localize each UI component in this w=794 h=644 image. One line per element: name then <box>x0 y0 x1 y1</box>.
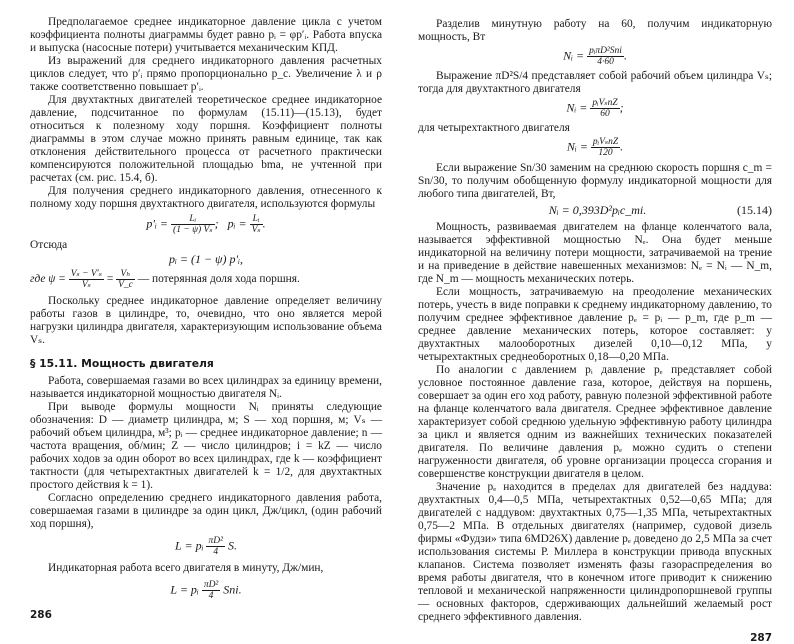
formula-Ni-four-stroke <box>418 137 772 158</box>
formula-lhs: Nᵢ = <box>566 139 588 154</box>
formula-15-14 <box>418 203 772 217</box>
paragraph: Из выражений для среднего индикаторного давления расчетных циклов следует, что p′ᵢ прямо пропорционально p_c. Увеличение λ и ρ также соответственно повышает p′ᵢ. <box>30 55 382 93</box>
formula-Ni-two-stroke <box>418 98 772 119</box>
equals-sign: = <box>106 273 114 285</box>
fraction <box>250 214 263 235</box>
paragraph: Предполагаемое среднее индикаторное давление цикла с учетом коэффициента полноты диаграммы будет равно pᵢ = φp′ᵢ. Работа впуска и выпуска (насосные потери) учитывается механическим КПД. <box>30 16 382 54</box>
denominator: 4 <box>213 547 219 557</box>
paragraph: Согласно определению среднего индикаторного давления работа, совершаемая газами в цилиндре за один цикл, Дж/цикл, (один рабочий ход поршня), <box>30 492 382 530</box>
paragraph: Индикаторная работа всего двигателя в минуту, Дж/мин, <box>48 562 324 574</box>
fraction <box>206 536 224 557</box>
paragraph: Если выражение Sn/30 заменим на среднюю скорость поршня c_m = Sn/30, то получим обобщенную формулу индикаторной мощности для любого типа двигателей, Вт, <box>418 162 772 200</box>
paragraph: Разделив минутную работу на 60, получим индикаторную мощность, Вт <box>418 18 772 43</box>
formula-lhs: p′ᵢ = <box>146 216 169 231</box>
fraction <box>591 137 620 158</box>
paragraph: Поскольку среднее индикаторное давление определяет величину работы газов в цилиндре, то, очевидно, что оно является мерой нагрузки цилиндра двигателя, характеризующим использование объема Vₛ. <box>30 295 382 346</box>
formula-end: . <box>262 216 266 231</box>
formula-lhs: L = pᵢ <box>175 538 204 553</box>
page-number: 286 <box>30 609 52 621</box>
right-page <box>418 0 772 644</box>
page-number: 287 <box>750 632 772 644</box>
left-page <box>30 0 382 621</box>
paragraph: Мощность, развиваемая двигателем на фланце коленчатого вала, называется эффективной мощностью Nₑ. Она будет меньше индикаторной на величину потери мощности, затрачиваемой на трение и на приведение в действие навешенных механизмов: Nₑ = Nᵢ — N_m, где N_m — мощность механических потерь. <box>418 221 772 285</box>
paragraph: Выражение πD²S/4 представляет собой рабочий объем цилиндра Vₛ; тогда для двухтактного двигателя <box>418 70 772 95</box>
paragraph: Значение pₑ находится в пределах для двигателей без наддува: двухтактных 0,4—0,5 МПа, четырехтактных 0,52—0,65 МПа; для двигателей с наддувом: двухтактных 0,75—1,35 МПа, четырехтактных 0,75—2 МПа. В отдельных двигателях (например, судовой дизель фирмы «Фудзи» типа 6MD26X) давление pₑ доведено до 2,5 МПа за счет использования системы Р. Миллера в конструкции привода впускных клапанов. Система позволяет изменять фазы газораспределения во время работы двигателя, что в конечном итоге приводит к снижению тепловой и механической напряженности цилиндропоршневой группы — основных факторов, сдерживающих дальнейший желаемый рост среднего эффективного давления. <box>418 481 772 623</box>
formula-end: ; <box>619 100 624 115</box>
paragraph: Для двухтактных двигателей теоретическое среднее индикаторное давление, подсчитанное по формулам (15.11)—(15.13), будет относиться к полезному ходу поршня. Коэффициент полноты диаграммы в этом случае можно принять равным единице, так как отклонения действительного процесса от расчетного практически компенсируются положительной площадью bma, не учтенной при расчетах (см. рис. 15.4, б). <box>30 94 382 184</box>
formula-pi: pᵢ = (1 − ψ) p′ᵢ, <box>168 252 244 266</box>
formula-lhs: Nᵢ = <box>566 100 588 115</box>
otsyuda-text: Отсюда <box>30 239 68 251</box>
numerator: pᵢVₛnZ <box>592 137 619 147</box>
formula-Ni-general <box>418 46 772 67</box>
paragraph: Для получения среднего индикаторного давления, отнесенного к полному ходу поршня двухтактного двигателя, используются формулы <box>30 185 382 210</box>
where-suffix: — потерянная доля хода поршня. <box>137 273 300 285</box>
where-line <box>30 268 382 290</box>
denominator: V_c <box>118 279 133 290</box>
formula-end: . <box>623 48 627 63</box>
formula-rhs: Sni. <box>223 582 242 597</box>
fraction <box>202 580 220 601</box>
fraction <box>116 269 135 290</box>
denominator: 4 <box>208 591 214 601</box>
formula-pi-prime <box>30 214 382 235</box>
denominator: 4·60 <box>597 57 614 67</box>
formula-lhs: Nᵢ = <box>563 48 585 63</box>
fraction <box>590 98 619 119</box>
separator: ; <box>214 216 219 231</box>
numerator: pᵢVₛnZ <box>592 98 618 108</box>
paragraph: для четырехтактного двигателя <box>418 122 570 134</box>
formula-L-cycle <box>30 536 382 557</box>
numerator: Vₛ − V′ₛ <box>70 268 102 279</box>
equation-number: (15.14) <box>737 203 772 217</box>
denominator: Vₛ <box>81 279 91 290</box>
section-heading: § 15.11. Мощность двигателя <box>30 357 214 370</box>
paragraph: Если мощность, затрачиваемую на преодоление механических потерь, учесть в виде поправки к среднему индикаторному давлению, то получим среднее эффективное давление pₑ = pᵢ — p_m, где p_m — среднее давление механических потерь, которое составляет: у двухтактных малооборотных дизелей 0,10—0,12 МПа, у четырехтактных среднеоборотных 0,18—0,20 МПа. <box>418 286 772 363</box>
denominator: 120 <box>598 148 613 158</box>
numerator: Lᵢ <box>171 214 215 225</box>
numerator: πD² <box>208 536 223 546</box>
fraction <box>587 46 624 67</box>
formula-end: . <box>620 139 624 154</box>
paragraph: При выводе формулы мощности Nᵢ приняты следующие обозначения: D — диаметр цилиндра, м; S — ход поршня, м; Vₛ — рабочий объем цилиндра, м³; pᵢ — среднее индикаторное давление; n — частота вращения, об/мин; Z — число цилиндров; i = kZ — число рабочих ходов за один оборот во всех цилиндрах, где k — коэффициент тактности (для четырехтактных двигателей k = 1/2, для двухтактных простого действия k = 1). <box>30 401 382 491</box>
numerator: Lᵢ <box>250 214 263 225</box>
denominator: Vₛ <box>251 225 261 235</box>
numerator: pᵢπD²Sni <box>589 46 622 56</box>
numerator: πD² <box>203 580 219 590</box>
where-prefix: где ψ = <box>30 273 66 285</box>
paragraph: Работа, совершаемая газами во всех цилиндрах за единицу времени, называется индикаторной мощностью двигателя Nᵢ. <box>30 375 382 400</box>
denominator: 60 <box>600 109 610 119</box>
fraction <box>171 214 215 235</box>
formula-lhs: pᵢ = <box>227 216 247 231</box>
numerator: Vₕ <box>116 269 135 280</box>
formula-text: Nᵢ = 0,393D²pᵢc_mi. <box>548 203 647 217</box>
formula-lhs: L = pᵢ <box>170 582 199 597</box>
formula-L-minute <box>30 580 382 601</box>
paragraph: По аналогии с давлением pᵢ давление pₑ представляет собой условное постоянное давление газа, которое, действуя на поршень, совершает за один его ход работу, равную полезной эффективной работе на фланце коленчатого вала двигателя. Среднее эффективное давление характеризует собой среднюю удельную эффективную работу цилиндра за цикл и является одним из важнейших технических показателей двигателя. По величине давления pₑ можно судить о степени нагруженности двигателя, об уровне организации процесса сгорания и совершенстве конструкции двигателя в целом. <box>418 364 772 480</box>
denominator: (1 − ψ) Vₛ <box>173 225 213 235</box>
fraction <box>69 269 104 290</box>
formula-rhs: S. <box>227 538 237 553</box>
